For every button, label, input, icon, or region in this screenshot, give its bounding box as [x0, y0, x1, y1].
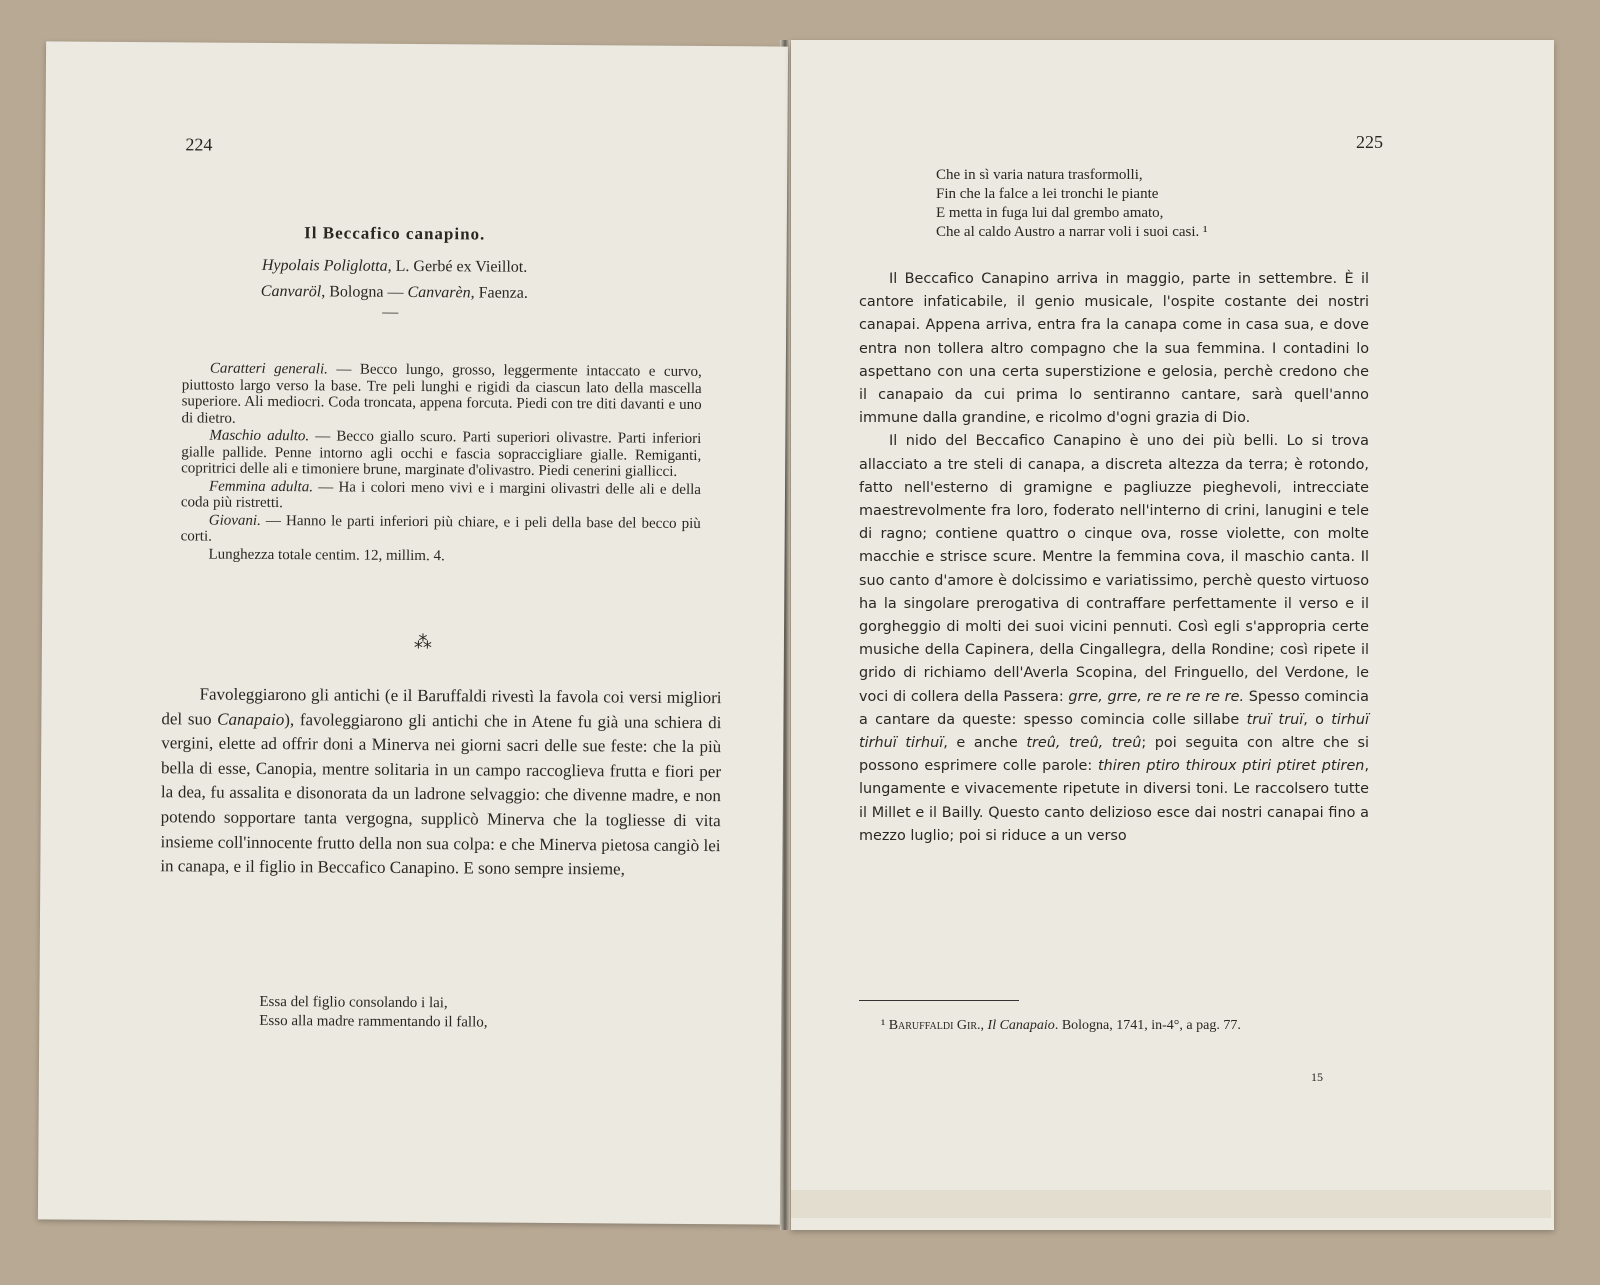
scientific-authors: , L. Gerbé ex Vieillot. — [387, 257, 528, 276]
verse-line: Esso alla madre rammentando il fallo, — [259, 1012, 488, 1031]
footnote-rule — [859, 1000, 1019, 1001]
desc-paragraph — [181, 512, 701, 549]
body-text: Spesso comincia a cantare da queste: spesso comincia colle sillabe — [859, 688, 1369, 728]
body-paragraph — [859, 430, 1369, 848]
signature-mark: 15 — [1311, 1070, 1323, 1084]
body-text: ; poi seguita con altre che si possono esprimere colle parole: — [859, 735, 1369, 775]
footnote-author: Baruffaldi Gir., — [888, 1018, 985, 1033]
description-block — [180, 360, 701, 567]
left-body-text — [160, 682, 721, 883]
desc-paragraph — [181, 360, 701, 430]
left-page — [38, 41, 788, 1224]
title-rule: — — [382, 303, 399, 321]
desc-text: — Hanno le parti inferiori più chiare, e i peli della base del becco più corti. — [180, 512, 701, 545]
right-page — [791, 40, 1554, 1230]
desc-label: Femmina adulta. — [208, 478, 314, 495]
footnote-number: ¹ — [881, 1018, 886, 1033]
desc-label: Giovani. — [208, 512, 261, 529]
footnote — [881, 1018, 1241, 1034]
body-italic: thiren ptiro thiroux ptiri ptiret ptiren — [1097, 758, 1365, 775]
footnote-rest: . Bologna, 1741, in-4°, a pag. 77. — [1054, 1018, 1241, 1033]
desc-paragraph — [180, 546, 700, 566]
body-text: , e anche — [943, 735, 1027, 752]
body-italic: Canapaio — [217, 709, 285, 729]
verse-right — [936, 166, 1208, 242]
desc-paragraph — [181, 478, 701, 515]
body-paragraph — [160, 682, 721, 883]
verse-line: Fin che la falce a lei tronchi le piante — [936, 186, 1159, 202]
desc-label: Maschio adulto. — [209, 427, 310, 445]
desc-label: Caratteri generali. — [209, 360, 328, 378]
footnote-work: Il Canapaio — [987, 1018, 1055, 1033]
page-number-left: 224 — [185, 134, 213, 155]
local-names-line — [194, 282, 594, 303]
right-body-text — [859, 268, 1369, 848]
desc-text: — Ha i colori meno vivi e i margini olivastri delle ali e della coda più ristretti. — [180, 478, 702, 512]
verse-line: E metta in fuga lui dal grembo amato, — [936, 205, 1164, 221]
verse-line: Essa del figlio consolando i lai, — [259, 993, 448, 1012]
local-name-2: Canvarèn — [407, 283, 471, 302]
page-edges — [791, 1190, 1551, 1218]
body-italic: treû, treû, treû — [1026, 735, 1142, 752]
page-number-right: 225 — [1356, 132, 1383, 152]
verse-line: Che in sì varia natura trasformolli, — [936, 167, 1143, 183]
desc-text: — Becco lungo, grosso, leggermente intaccato e curvo, piuttosto largo verso la base. Tre peli lunghi e rigidi da ciascun lato della mascella superiore. Ali mediocri. Coda troncata, appena forcuta. Piedi con tre diti davanti e uno di dietro. — [181, 361, 702, 427]
body-text: , lungamente e vivacemente ripetute in diversi toni. Le raccolsero tutte il Millet e il Bailly. Questo canto delizioso esce dai nostri canapai fino a mezzo luglio; poi si riduce a un verso — [859, 758, 1370, 844]
verse-left — [259, 993, 488, 1033]
local-place-2: , Faenza. — [470, 284, 528, 302]
body-italic: truï truï — [1246, 711, 1304, 728]
desc-paragraph — [181, 427, 701, 480]
desc-text: — Becco giallo scuro. Parti superiori olivastre. Parti inferiori gialle pallide. Penne intorno agli occhi e fascia sopraccigliare gialle. Remiganti, copritrici delle ali e timoniere brune, marginate d'olivastro. Piedi cenerini giallicci. — [181, 428, 702, 480]
body-italic: grre, grre, re re re re re. — [1068, 688, 1245, 705]
desc-text: Lunghezza totale centim. 12, millim. 4. — [208, 546, 445, 564]
section-title: Il Beccafico canapino. — [304, 223, 486, 244]
body-text: Favoleggiarono gli antichi (e il Baruffaldi rivestì la favola coi versi migliori del suo — [161, 684, 722, 729]
scientific-name: Hypolais Poliglotta — [261, 256, 388, 275]
body-text: Il nido del Beccafico Canapino è uno dei più belli. Lo si trova allacciato a tre steli di canapa, a discreta altezza da terra; è rotondo, fatto nell'esterno di gramigne e pagliuzze pieghevoli, intrecciate maestrevolmente fra loro, foderato nell'interno di crini, lanugini e tele di ragno; contiene quattro o cinque ova, rosse violette, con molte macchie e strisce scure. Mentre la femmina cova, il maschio canta. Il suo canto d'amore è dolcissimo e variatissimo, perchè questo virtuoso ha la singolare prerogativa di contraffare perfettamente il verso e il gorgheggio di molti dei suoi vicini pennuti. Così egli s'appropria certe musiche della Capinera, della Cingallegra, della Rondine; così ripete il grido di richiamo dell'Averla Scopina, del Fringuello, del Verdone, le voci di collera della Passera: — [859, 433, 1369, 705]
body-paragraph: Il Beccafico Canapino arriva in maggio, parte in settembre. È il cantore infaticabile, il genio musicale, l'ospite costante dei nostri canapai. Appena arriva, entra fra la canapa come in casa sua, e dove entra non tollera altro compagno che la sua femmina. I contadini lo aspettano con una certa superstizione e gelosia, perchè credono che il canapaio da cui prima lo sentiranno cantare, sarà quell'anno immune dalla grandine, e ricolmo d'ogni grazia di Dio. — [859, 271, 1369, 427]
asterism: ⁂ — [413, 632, 435, 653]
local-name-1: Canvaröl — [260, 282, 322, 301]
verse-line: Che al caldo Austro a narrar voli i suoi casi. ¹ — [936, 224, 1208, 240]
scientific-name-line — [194, 256, 594, 277]
local-place-1: , Bologna — — [321, 283, 408, 301]
body-text: , o — [1303, 711, 1332, 728]
body-italic: tirhuï tirhuï tirhuï — [859, 711, 1369, 752]
body-text: ), favoleggiarono gli antichi che in Atene fu già una schiera di vergini, elette ad offrir doni a Minerva nei giorni sacri delle sue feste: che la più bella di esse, Canopia, mentre solitaria in un campo raccoglieva frutta e fiori per la dea, fu assalita e disonorata da un ladrone selvaggio: che divenne madre, e non potendo sopportare tanta vergogna, supplicò Minerva che la togliesse di vita insieme coll'innocente frutto della non sua colpa: e che Minerva pietosa cangiò lei in canapa, e il figlio in Beccafico Canapino. E sono sempre insieme, — [160, 709, 722, 879]
